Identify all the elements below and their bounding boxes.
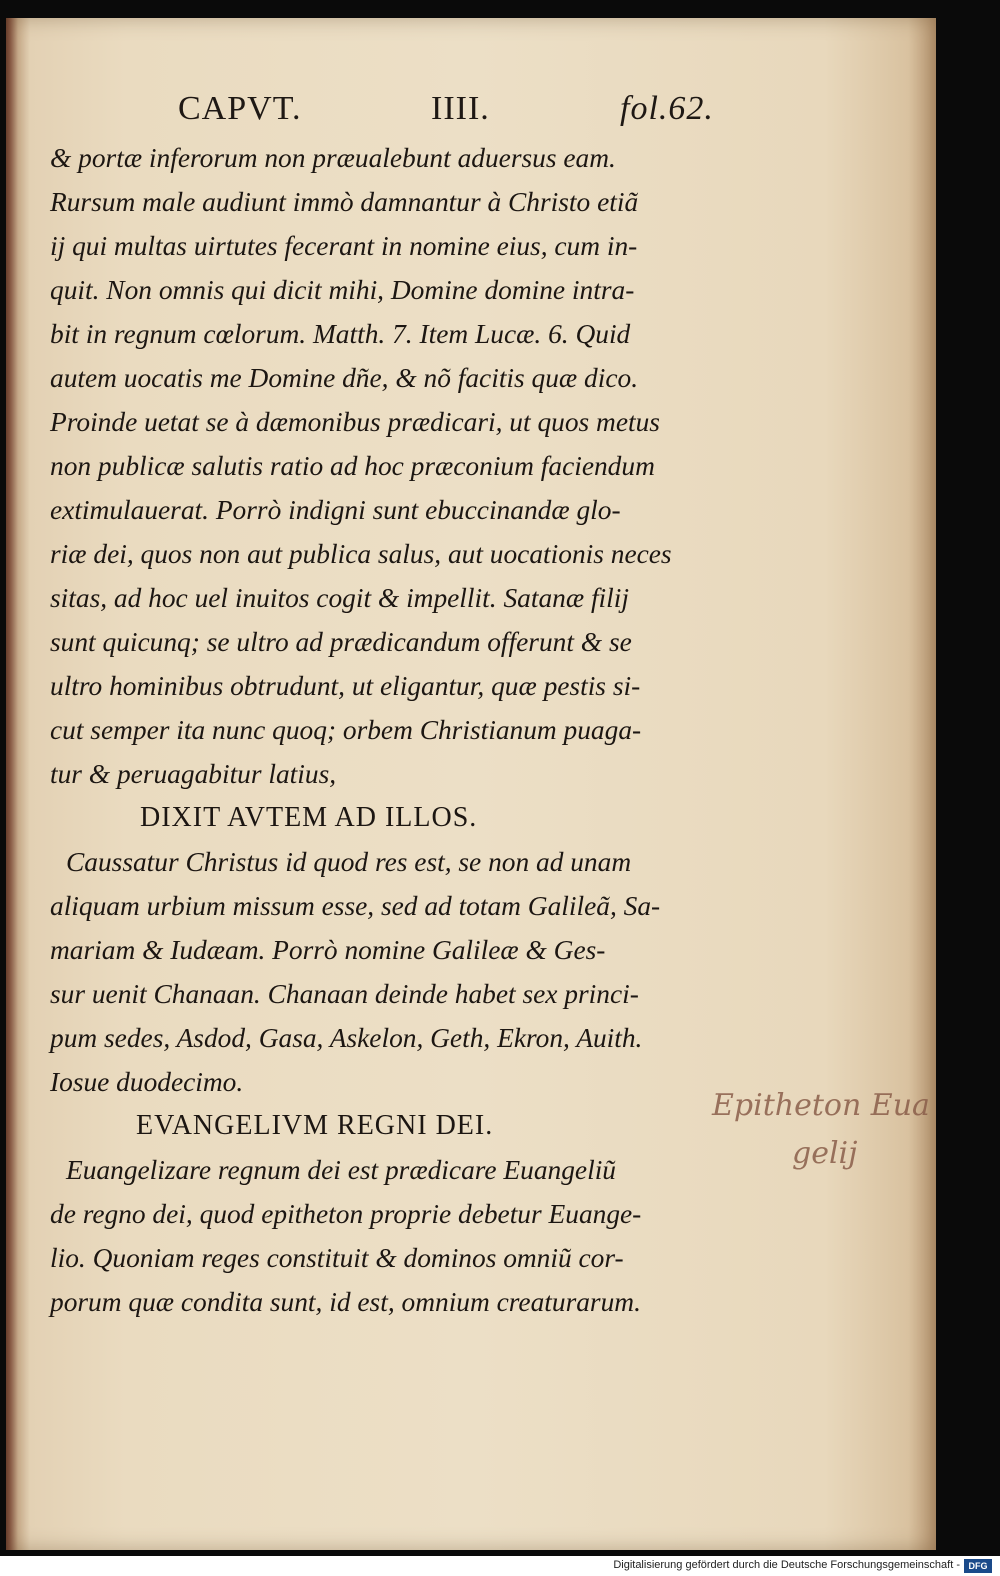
section-heading: DIXIT AVTEM AD ILLOS. <box>140 802 478 833</box>
marginal-note-line: gelij <box>792 1136 858 1171</box>
handwritten-marginal-note <box>706 1082 941 1178</box>
text-line: extimulauerat. Porrò indigni sunt ebuccinandæ glo- <box>50 495 621 525</box>
text-line: Caussatur Christus id quod res est, se non ad unam <box>66 847 632 877</box>
text-line: pum sedes, Asdod, Gasa, Askelon, Geth, Ekron, Auith. <box>50 1023 643 1053</box>
marginal-note-line: Epitheton Eua <box>712 1088 930 1123</box>
running-head-chapter-number: IIII. <box>431 90 490 127</box>
main-text-block <box>50 136 722 1324</box>
section-heading: EVANGELIVM REGNI DEI. <box>136 1110 494 1141</box>
running-head <box>6 90 936 140</box>
text-line: porum quæ condita sunt, id est, omnium creaturarum. <box>50 1287 641 1317</box>
text-line: ij qui multas uirtutes fecerant in nomine eius, cum in- <box>50 231 638 261</box>
running-head-chapter: CAPVT. <box>178 90 302 127</box>
funding-credit: Digitalisierung gefördert durch die Deutsche Forschungsgemeinschaft - <box>613 1559 960 1571</box>
text-line: sunt quicunq; se ultro ad prædicandum offerunt & se <box>50 627 632 657</box>
text-line: mariam & Iudæam. Porrò nomine Galileæ & Ges- <box>50 935 606 965</box>
text-line: ultro hominibus obtrudunt, ut eligantur, quæ pestis si- <box>50 671 641 701</box>
text-line: Euangelizare regnum dei est prædicare Euangeliũ <box>66 1155 617 1185</box>
text-line: de regno dei, quod epitheton proprie debetur Euange- <box>50 1199 642 1229</box>
text-line: sitas, ad hoc uel inuitos cogit & impellit. Satanæ filij <box>50 583 630 613</box>
text-line: quit. Non omnis qui dicit mihi, Domine domine intra- <box>50 275 635 305</box>
text-line: cut semper ita nunc quoq; orbem Christianum puaga- <box>50 715 642 745</box>
text-line: lio. Quoniam reges constituit & dominos omniũ cor- <box>50 1243 624 1273</box>
book-page <box>6 18 936 1550</box>
text-line: Proinde uetat se à dæmonibus prædicari, ut quos metus <box>50 407 660 437</box>
digitization-footer <box>0 1556 1000 1576</box>
text-line: tur & peruagabitur latius, <box>50 759 337 789</box>
text-line: sur uenit Chanaan. Chanaan deinde habet sex princi- <box>50 979 639 1009</box>
running-head-folio: fol.62. <box>620 90 714 127</box>
text-line: non publicæ salutis ratio ad hoc præconium faciendum <box>50 451 655 481</box>
dfg-logo: DFG <box>964 1559 992 1573</box>
text-line: Rursum male audiunt immò damnantur à Christo etiã <box>50 187 639 217</box>
text-line: & portæ inferorum non præualebunt aduersus eam. <box>50 143 616 173</box>
text-line: autem uocatis me Domine dñe, & nõ facitis quæ dico. <box>50 363 639 393</box>
text-line: Iosue duodecimo. <box>50 1067 244 1097</box>
text-line: aliquam urbium missum esse, sed ad totam Galileã, Sa- <box>50 891 661 921</box>
text-line: bit in regnum cœlorum. Matth. 7. Item Lucæ. 6. Quid <box>50 319 631 349</box>
text-line: riæ dei, quos non aut publica salus, aut uocationis neces <box>50 539 672 569</box>
